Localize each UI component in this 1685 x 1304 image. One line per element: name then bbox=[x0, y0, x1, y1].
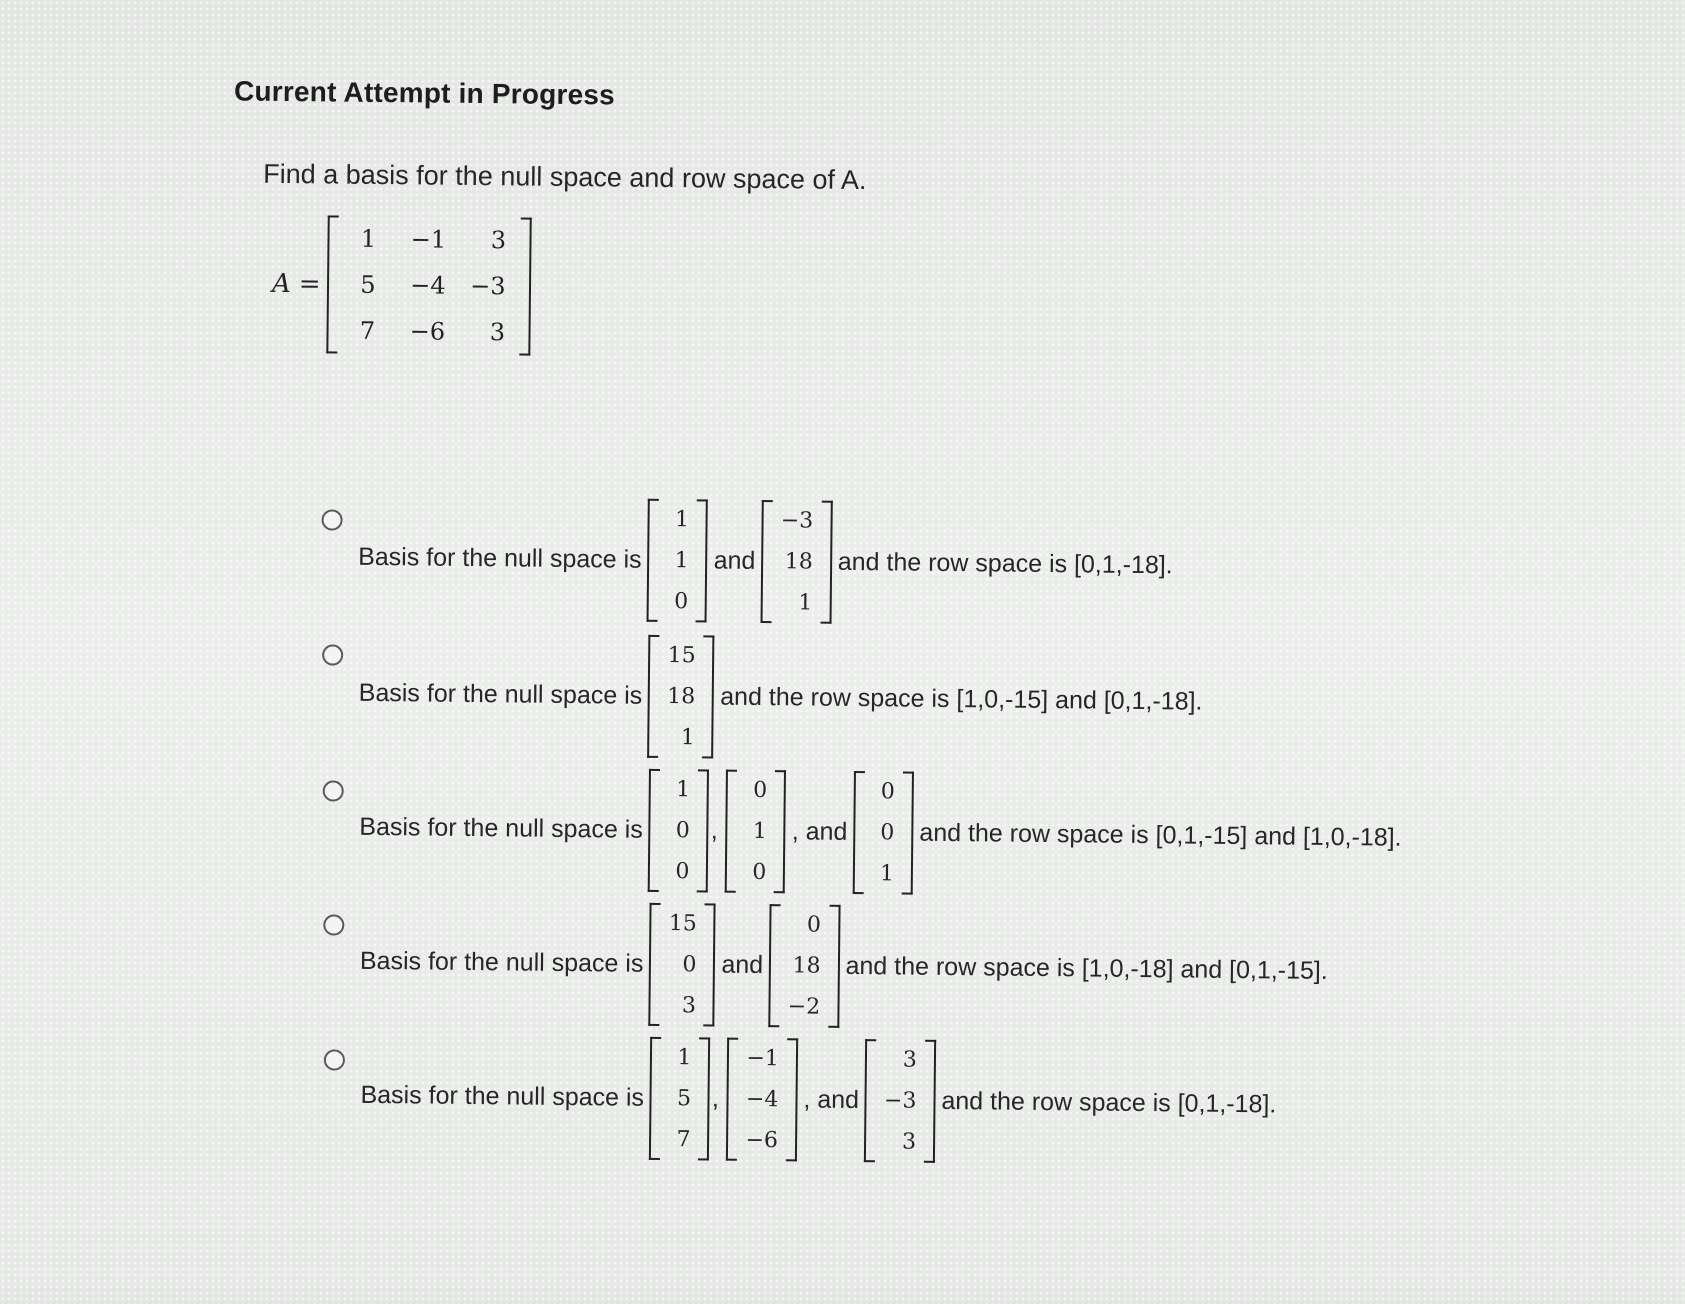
null-vector bbox=[648, 635, 715, 759]
matrix-cell: −6 bbox=[409, 317, 446, 346]
right-bracket bbox=[902, 771, 914, 894]
option-1-radio[interactable] bbox=[321, 509, 342, 530]
row-space-text: and the row space is [1,0,-15] and [0,1,-18]. bbox=[720, 682, 1203, 716]
null-vector bbox=[649, 903, 716, 1027]
vector-cell: 1 bbox=[674, 507, 690, 533]
null-vector bbox=[768, 904, 840, 1028]
right-bracket bbox=[697, 769, 709, 892]
null-vector bbox=[647, 499, 708, 623]
equals-sign: = bbox=[298, 269, 321, 300]
right-bracket bbox=[786, 1038, 798, 1161]
vector-cell: 0 bbox=[752, 859, 767, 886]
null-vector bbox=[853, 771, 914, 895]
vector-cell: −4 bbox=[745, 1086, 779, 1113]
vector-cell: 7 bbox=[676, 1127, 691, 1153]
matrix-cell: 1 bbox=[360, 224, 377, 253]
option-4[interactable] bbox=[353, 900, 1334, 1033]
null-vector bbox=[726, 1038, 798, 1162]
vector-cell: 0 bbox=[675, 818, 690, 844]
option-intro: Basis for the null space is bbox=[358, 678, 643, 710]
option-2-radio[interactable] bbox=[322, 644, 343, 665]
option-joiner: , and bbox=[791, 817, 848, 846]
vector-cell: 1 bbox=[879, 861, 895, 887]
option-intro: Basis for the null space is bbox=[358, 542, 642, 574]
right-bracket bbox=[704, 903, 716, 1026]
vector-cell: −3 bbox=[883, 1088, 917, 1114]
vector-cell: 0 bbox=[753, 777, 768, 804]
vector-cell: 18 bbox=[792, 953, 821, 979]
right-bracket bbox=[698, 1037, 710, 1160]
vector-cell: 3 bbox=[901, 1129, 917, 1155]
matrix-cell: 7 bbox=[359, 316, 376, 345]
option-1[interactable] bbox=[352, 496, 1180, 628]
vector-cell: 1 bbox=[676, 777, 691, 803]
vector-grid bbox=[875, 1039, 925, 1163]
matrix-cell: 3 bbox=[490, 226, 507, 255]
vector-grid bbox=[737, 1038, 787, 1162]
vector-cell: −1 bbox=[746, 1045, 779, 1072]
vector-cell: 0 bbox=[682, 952, 697, 978]
option-3[interactable] bbox=[353, 766, 1409, 900]
option-joiner: , bbox=[710, 816, 718, 845]
option-4-radio[interactable] bbox=[323, 914, 344, 935]
vector-cell: 18 bbox=[784, 549, 813, 575]
vector-cell: 15 bbox=[668, 911, 697, 937]
null-vector bbox=[649, 1037, 710, 1161]
vector-grid bbox=[660, 1037, 699, 1160]
vector-grid bbox=[772, 500, 822, 624]
vector-cell: 18 bbox=[667, 684, 696, 710]
vector-cell: 3 bbox=[681, 993, 697, 1019]
vector-cell: −6 bbox=[745, 1127, 779, 1154]
option-joiner: , and bbox=[803, 1085, 860, 1115]
question-prompt: Find a basis for the null space and row space of A. bbox=[263, 158, 867, 196]
matrix-label: A bbox=[271, 268, 291, 300]
right-bracket bbox=[696, 499, 708, 622]
matrix-cell: −3 bbox=[470, 271, 506, 301]
vector-cell: −3 bbox=[780, 508, 814, 534]
page-title: Current Attempt in Progress bbox=[233, 75, 616, 111]
option-5[interactable] bbox=[354, 1034, 1283, 1167]
matrix-cell: 3 bbox=[489, 318, 506, 347]
matrix-a bbox=[271, 215, 531, 356]
option-joiner: and bbox=[713, 546, 756, 575]
right-bracket bbox=[519, 217, 531, 355]
option-intro: Basis for the null space is bbox=[359, 946, 644, 978]
matrix-cell: −1 bbox=[410, 225, 447, 254]
vector-grid bbox=[779, 904, 829, 1028]
option-joiner: , bbox=[711, 1084, 720, 1113]
right-bracket bbox=[820, 501, 832, 624]
option-3-radio[interactable] bbox=[323, 780, 344, 801]
right-bracket bbox=[703, 635, 715, 758]
row-space-text: and the row space is [0,1,-15] and [1,0,-18]. bbox=[919, 818, 1402, 852]
vector-cell: 0 bbox=[674, 589, 689, 615]
vector-cell: 0 bbox=[880, 820, 895, 846]
vector-cell: 1 bbox=[752, 818, 767, 845]
row-space-text: and the row space is [0,1,-18]. bbox=[941, 1086, 1277, 1119]
null-vector bbox=[648, 769, 709, 893]
vector-cell: 0 bbox=[880, 779, 895, 805]
vector-cell: 1 bbox=[674, 548, 689, 574]
vector-grid bbox=[736, 770, 775, 893]
null-vector bbox=[761, 500, 833, 624]
vector-cell: 1 bbox=[680, 725, 695, 751]
vector-cell: 0 bbox=[675, 859, 690, 885]
row-space-text: and the row space is [0,1,-18]. bbox=[837, 547, 1173, 580]
matrix-grid bbox=[337, 216, 520, 356]
right-bracket bbox=[774, 770, 786, 893]
vector-grid bbox=[658, 499, 697, 622]
option-joiner: and bbox=[721, 950, 764, 980]
vector-grid bbox=[659, 769, 698, 892]
vector-grid bbox=[864, 771, 903, 894]
null-vector bbox=[864, 1039, 936, 1163]
matrix-brackets bbox=[326, 215, 531, 355]
vector-cell: −2 bbox=[787, 994, 821, 1020]
right-bracket bbox=[828, 905, 840, 1028]
vector-cell: 1 bbox=[677, 1045, 692, 1071]
row-space-text: and the row space is [1,0,-18] and [0,1,-15]. bbox=[845, 951, 1328, 985]
option-intro: Basis for the null space is bbox=[360, 1080, 645, 1112]
vector-cell: 15 bbox=[667, 643, 696, 669]
vector-grid bbox=[659, 635, 704, 758]
vector-cell: 3 bbox=[902, 1047, 918, 1073]
right-bracket bbox=[924, 1040, 936, 1163]
matrix-cell: 5 bbox=[360, 270, 376, 299]
matrix-cell: −4 bbox=[410, 271, 446, 300]
option-5-radio[interactable] bbox=[324, 1049, 345, 1070]
vector-grid bbox=[660, 903, 705, 1026]
option-intro: Basis for the null space is bbox=[359, 812, 643, 844]
vector-cell: 1 bbox=[798, 590, 813, 616]
vector-cell: 0 bbox=[806, 912, 822, 938]
option-2[interactable] bbox=[352, 632, 1209, 764]
null-vector bbox=[725, 770, 786, 894]
vector-cell: 5 bbox=[676, 1086, 692, 1112]
